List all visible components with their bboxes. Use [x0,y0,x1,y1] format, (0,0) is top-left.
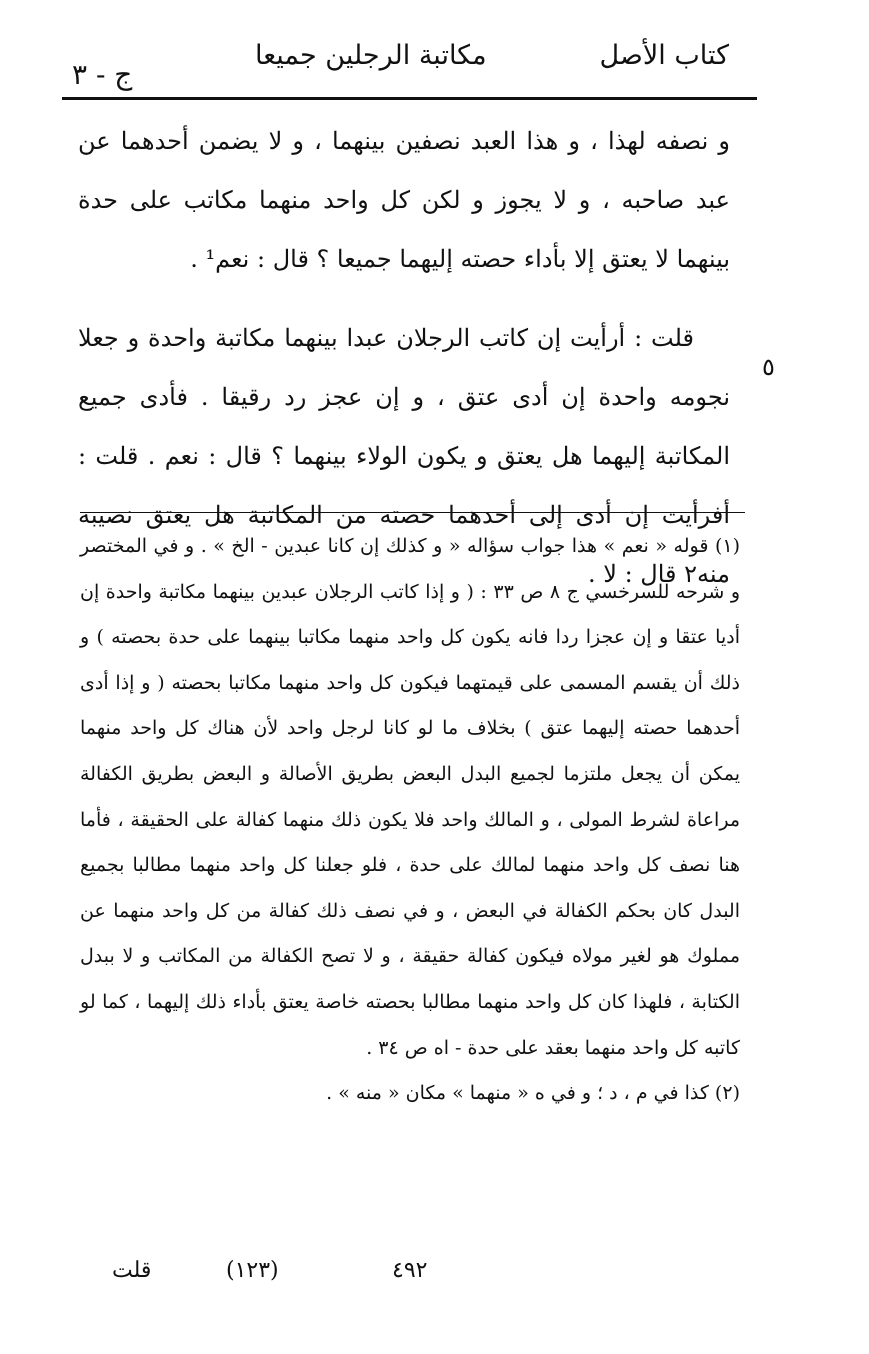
paragraph-1: و نصفه لهذا ، و هذا العبد نصفين بينهما ، و لا يضمن أحدهما عن عبد صاحبه ، و لا يجوز و لكن كل واحد منهما مكاتب على حدة بينهما لا يعتق إلا بأداء حصته إليهما جميعا ؟ قال : نعم¹ . [78,127,730,273]
chapter-title: مكاتبة الرجلين جميعا [255,40,487,71]
paragraph-2: قلت : أرأيت إن كاتب الرجلان عبدا بينهما مكاتبة واحدة و جعلا نجومه واحدة إن أدى عتق ، و إن عجز رد رقيقا . فأدى جميع المكاتبة إليهما هل يعتق و يكون الولاء بينهما ؟ قال : نعم . قلت : أفرأيت إن أدى إلى أحدهما حصته من المكاتبة هل يعتق نصيبه منه٢ قال : لا . [78,324,731,588]
footnote-rule [80,512,745,513]
line-number: ٥ [762,353,775,381]
footer-word: قلت [112,1258,152,1283]
volume-label: ج - ٣ [72,58,133,91]
footnote-2: (٢) كذا في م ، د ؛ و في ه « منهما » مكان « منه » . [326,1082,740,1105]
page-number: ٤٩٢ [392,1258,428,1283]
footer-section-number: (١٢٣) [226,1258,279,1283]
footnotes [80,524,740,1117]
header-rule [62,97,757,100]
footnote-1: (١) قوله « نعم » هذا جواب سؤاله « و كذلك إن كانا عبدين - الخ » . و في المختصر و شرحه للسرخسي ج ٨ ص ٣٣ : ( و إذا كاتب الرجلان عبدين بينهما مكاتبة واحدة إن أديا عتقا و إن عجزا ردا فانه يكون كل واحد منهما مكاتبا بينهما على حدة بحصته ) و ذلك أن يقسم المسمى على قيمتهما فيكون كل واحد منهما مكاتبا بحصته ( و إذا أدى أحدهما حصته إليهما عتق ) بخلاف ما لو كانا لرجل واحد لأن هناك كل واحد منهما يمكن أن يجعل ملتزما لجميع البدل البعض بطريق الأصالة و البعض بطريق الكفالة مراعاة لشرط المولى ، و المالك واحد فلا يكون ذلك منهما كفالة على الحقيقة ، فأما هنا نصف كل واحد منهما لمالك على حدة ، فلو جعلنا كل واحد منهما مطالبا بجميع البدل كان بحكم الكفالة في البعض ، و في نصف ذلك كفالة من كل واحد منهما عن مملوك هو لغير مولاه فيكون كفالة حقيقة ، و لا تصح الكفالة من المكاتب و لا ببدل الكتابة ، فلهذا كان كل واحد منهما مطالبا بحصته خاصة يعتق بأداء ذلك إليهما ، كما لو كاتبه كل واحد منهما بعقد على حدة - اه ص ٣٤ . [80,535,740,1059]
book-title: كتاب الأصل [599,40,729,71]
